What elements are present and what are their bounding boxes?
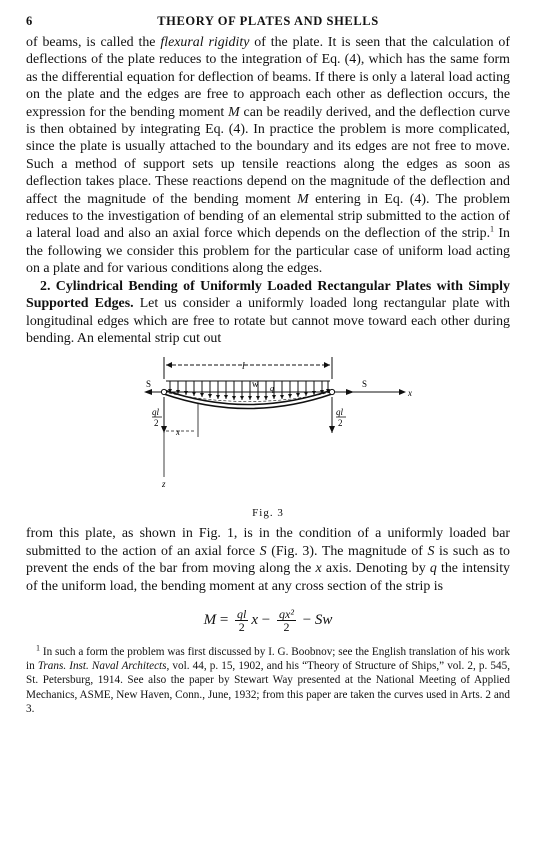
text-run: Let us consider a uniformly loaded long rectangular plate with longitudinal edges which are free to rotate but cannot move toward each other during bending. An elemental strip cut out [26,296,511,346]
text-run: can be readily derived, and the deflection curve is then obtained by integrating Eq. (4). In practice the problem is more complicated, since the plate is usually attached to the boundary and its edges are not free to move. Such a method of support sets up tensile reactions along the edges as soon as deflection takes place. These reactions depend on the magnitude of the deflection and affect the magnitude of the bending moment [26,104,510,207]
footnote-1 [26,645,510,716]
figure-caption: Fig. 3 [252,507,284,520]
label-w: w [252,379,259,390]
fraction-denominator: 2 [238,620,245,634]
eq-minus: − [302,611,312,628]
strip-diagram [126,353,416,503]
label-ql-right: ql [336,407,344,418]
text-run: from this plate, as shown in Fig. 1, is in the condition of a uniformly loaded bar submitted to the action of an axial force [26,526,510,559]
eq-minus: − [261,611,271,628]
fraction-denominator: 2 [283,620,290,634]
emphasis-flexural-rigidity: flexural rigidity [160,35,250,50]
label-two-right: 2 [338,418,343,429]
text-run: axis. Denoting by [321,561,430,577]
label-two-left: 2 [154,418,159,429]
text-run: In such a form the problem was first discussed by I. G. Boobnov; see the English translation of his work in [26,645,510,673]
text-run: (Fig. 3). The magnitude of [266,543,428,559]
symbol-s: S [427,543,435,559]
paragraph-strip-bending [26,525,510,595]
symbol-m: M [297,191,309,207]
label-s-left: S [146,379,152,390]
fraction-qx2-over-2 [277,608,296,633]
eq-sw: Sw [314,611,333,628]
footnote-marker: 1 [36,643,40,653]
eq-sign: = [219,611,229,628]
text-run: of beams, is called the [26,35,161,50]
figure-3 [26,353,510,525]
label-ql-left: ql [152,407,160,418]
eq-lhs: M [203,611,217,628]
label-z: z [162,479,166,490]
paragraph-section-2 [26,278,510,348]
fraction-ql-over-2 [235,608,248,633]
page-number: 6 [26,14,33,28]
text-run: vol. 44, p. 15, 1902, and his “Theory of Structure of Ships,” vol. 2, p. 545, St. Petersburg, 1914. See also the paper by Stewart Way presented at the National Meeting of Applied Mechanics, ASME, New Haven, Conn., June, 1932; from this paper are taken the curves used in Arts. 2 and 3. [26,660,510,715]
bending-moment-equation [26,601,510,639]
page [26,14,510,716]
symbol-s: S [259,543,267,559]
text-run: entering in Eq. (4). The problem reduces to the investigation of bending of an elemental strip submitted to the action of a lateral load and also an axial force which depends on the deflection of the strip. [26,191,511,242]
label-q: q [270,384,274,394]
symbol-m: M [228,104,240,120]
fraction-numerator: ql [237,607,247,621]
label-s-right: S [362,379,368,390]
text-run: In the following we consider this problem for the particular case of uniform load acting on a plate and for various conditions along the edges. [26,226,510,277]
running-header [26,14,510,34]
text-run: is such as to prevent the ends of the bar from moving along the [26,543,510,577]
footnote-marker: 1 [490,224,495,234]
eq-x: x [251,611,259,628]
label-x-dim: x [176,427,180,438]
symbol-x: x [315,561,322,577]
paragraph-flexural-rigidity [26,34,510,278]
fraction-numerator: qx² [279,607,294,621]
label-l: l [242,361,245,373]
text-run: of the plate. It is seen that the calculation of deflections of the plate reduces to the integration of Eq. (4), which has the same form as the differential equation for deflection of beams. If there is only a lateral load acting on the plate and the edges are free to approach each other as deflection occurs, the expression for the bending moment [26,35,510,120]
text-run: the intensity of the uniform load, the bending moment at any cross section of the strip is [26,561,510,594]
running-title: THEORY OF PLATES AND SHELLS [157,14,379,28]
section-heading: 2. Cylindrical Bending of Uniformly Loaded Rectangular Plates with Simply Supported Edges. [26,278,510,312]
journal-title: Trans. Inst. Naval Architects, [37,660,170,673]
label-x-axis: x [408,388,412,399]
symbol-q: q [429,561,437,577]
